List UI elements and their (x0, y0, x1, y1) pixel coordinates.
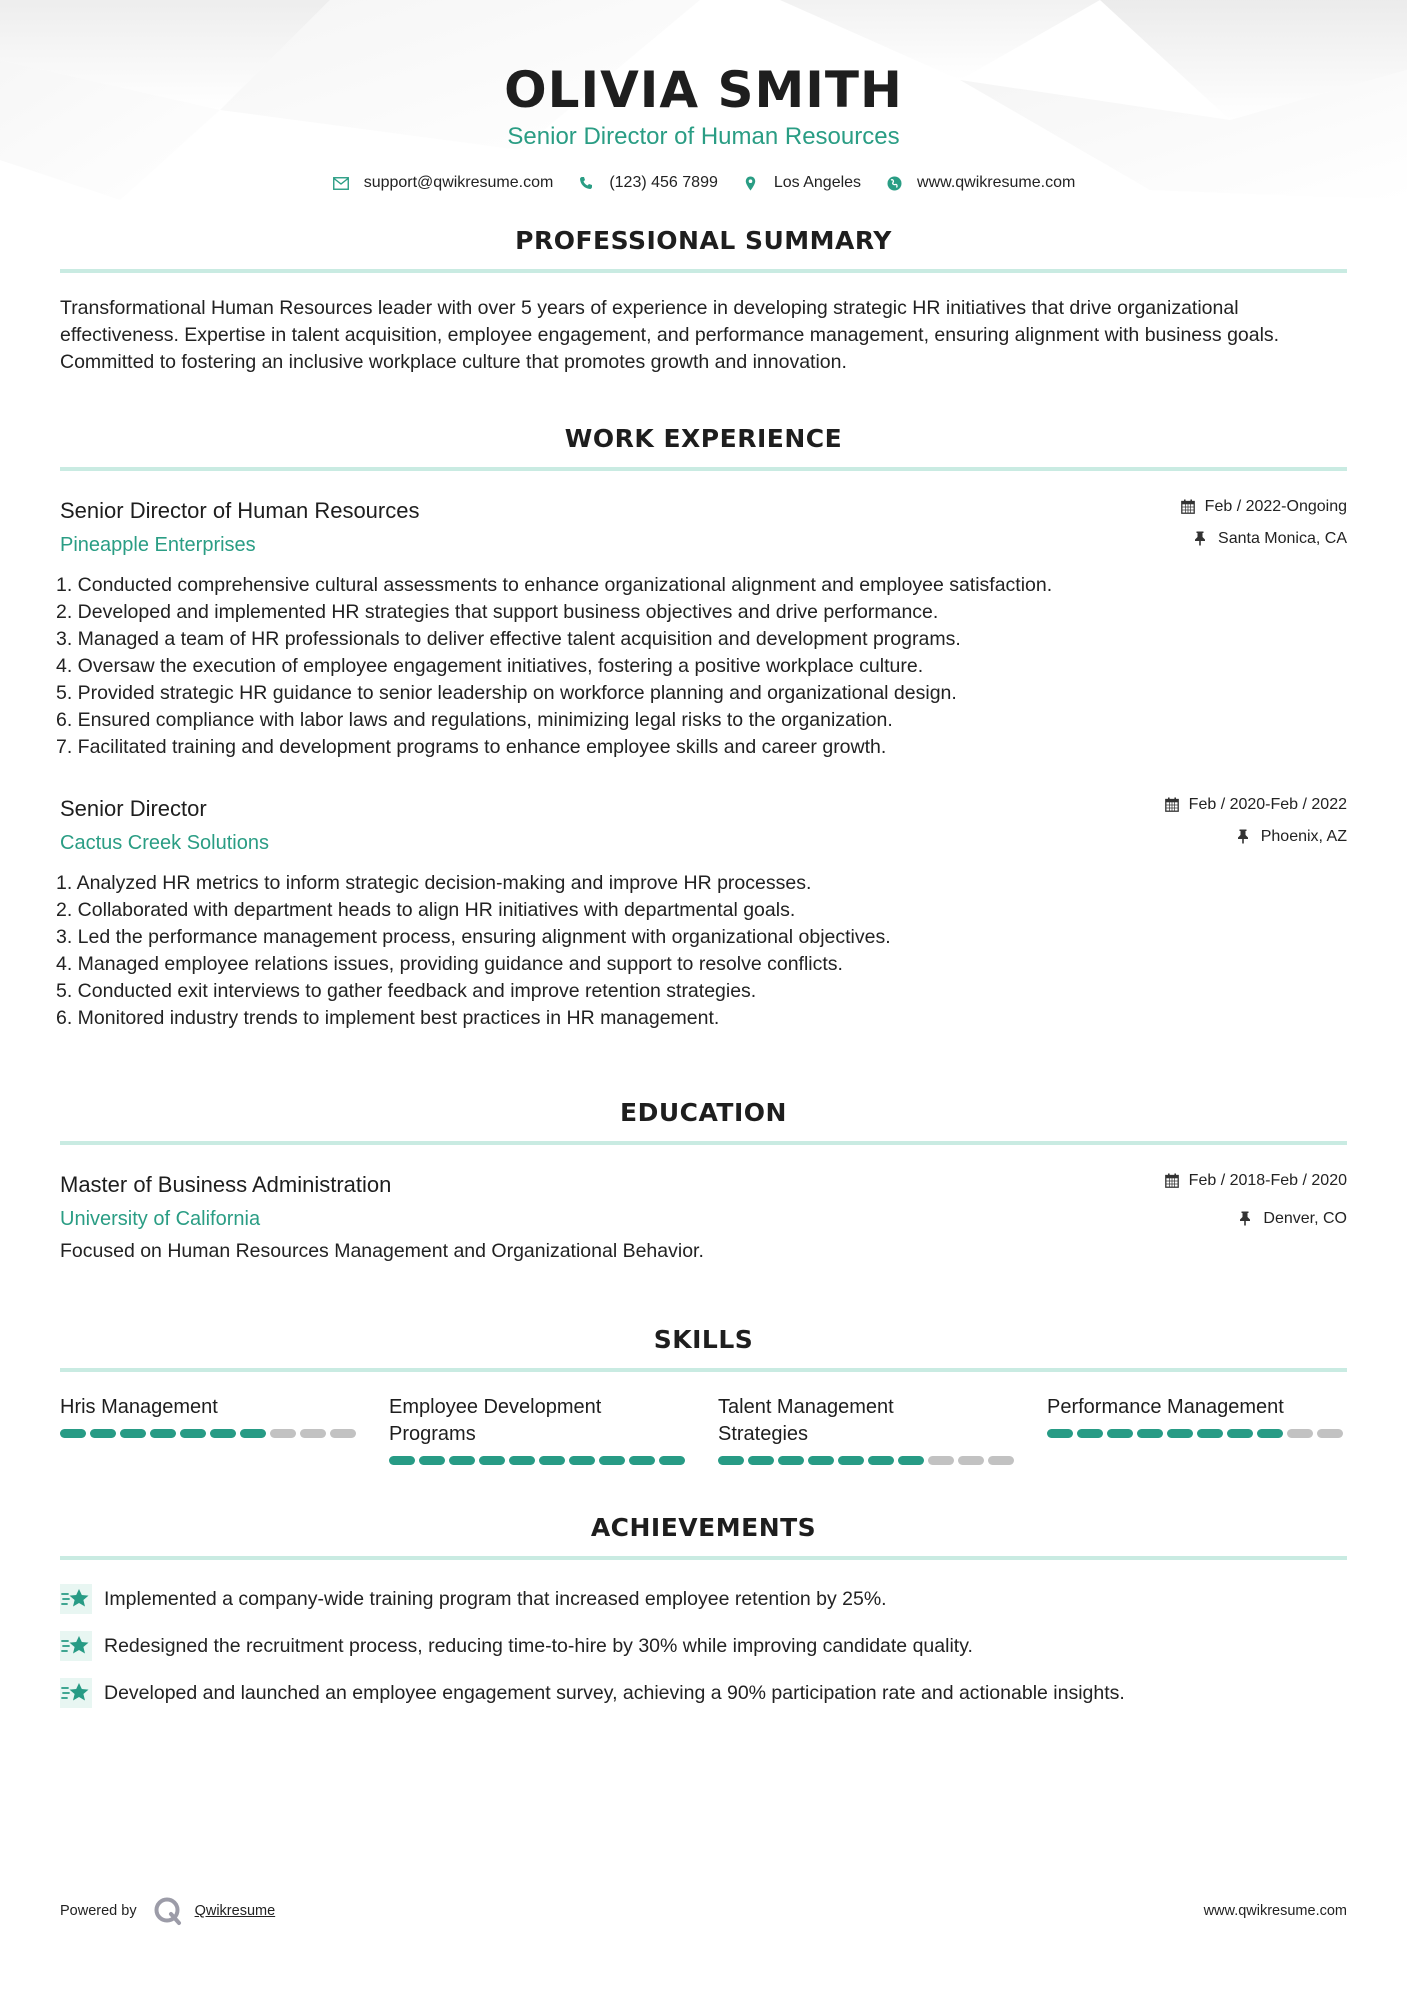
qwikresume-logo-icon (153, 1896, 183, 1926)
job-bullet: 5. Conducted exit interviews to gather feedback and improve retention strategies. (56, 980, 757, 1002)
skill-segment-filled (389, 1456, 415, 1465)
skill-label: Performance Management (1047, 1396, 1284, 1418)
education-entry (60, 1171, 1347, 1265)
job-location: Phoenix, AZ (1260, 828, 1347, 845)
skill-segment-filled (1257, 1429, 1283, 1438)
pushpin-icon (1194, 531, 1210, 547)
education-school: University of California (60, 1208, 261, 1230)
shooting-star-icon (60, 1631, 92, 1661)
job-bullet: 3. Led the performance management process, ensuring alignment with organizational objectives. (56, 926, 891, 948)
pushpin-icon (1237, 829, 1253, 845)
job-bullet: 1. Conducted comprehensive cultural assessments to enhance organizational alignment and employee satisfaction. (56, 574, 1053, 596)
skill-label: Employee Development Programs (389, 1396, 602, 1445)
skill-segment-filled (1167, 1429, 1193, 1438)
experience-section (56, 424, 1347, 1032)
skill-segment-filled (1047, 1429, 1073, 1438)
contact-bar (60, 174, 1347, 192)
skill-segment-filled (479, 1456, 505, 1465)
job-bullet: 6. Monitored industry trends to implement best practices in HR management. (56, 1007, 720, 1029)
contact-website-text: www.qwikresume.com (917, 174, 1076, 191)
education-dates: Feb / 2018-Feb / 2020 (1188, 1172, 1347, 1189)
skill-label: Talent Management Strategies (718, 1396, 894, 1445)
job-entry (56, 497, 1347, 761)
shooting-star-icon (60, 1678, 92, 1708)
skill-segment-filled (808, 1456, 834, 1465)
skill-segment-filled (599, 1456, 625, 1465)
education-description: Focused on Human Resources Management and Organizational Behavior. (60, 1240, 704, 1262)
skill-segment-filled (838, 1456, 864, 1465)
achievements-list (60, 1584, 1347, 1708)
skill-item (718, 1394, 1018, 1465)
job-bullet: 5. Provided strategic HR guidance to senior leadership on workforce planning and organizational design. (56, 682, 957, 704)
achievement-item (60, 1631, 1347, 1661)
skill-segment-filled (748, 1456, 774, 1465)
job-dates: Feb / 2020-Feb / 2022 (1188, 796, 1347, 813)
job-location: Santa Monica, CA (1218, 530, 1347, 547)
job-role: Senior Director of Human Resources (60, 498, 420, 523)
skill-level-bar (718, 1456, 1018, 1465)
globe-icon (885, 174, 903, 192)
candidate-title: Senior Director of Human Resources (507, 123, 900, 150)
job-bullet: 2. Developed and implemented HR strategies that support business objectives and drive performance. (56, 601, 939, 623)
skill-segment-filled (1227, 1429, 1253, 1438)
skill-segment-filled (898, 1456, 924, 1465)
skill-segment-empty (1317, 1429, 1343, 1438)
skill-segment-filled (419, 1456, 445, 1465)
skill-segment-filled (1137, 1429, 1163, 1438)
contact-location-text: Los Angeles (773, 174, 862, 191)
achievements-heading: ACHIEVEMENTS (590, 1513, 817, 1542)
skill-segment-filled (539, 1456, 565, 1465)
section-divider (60, 1556, 1347, 1560)
job-bullet: 6. Ensured compliance with labor laws and regulations, minimizing legal risks to the organization. (56, 709, 893, 731)
achievement-item (60, 1678, 1347, 1708)
calendar-icon (1165, 797, 1181, 813)
contact-phone[interactable] (577, 174, 718, 192)
skill-segment-empty (300, 1429, 326, 1438)
skill-segment-filled (1197, 1429, 1223, 1438)
contact-email-text: support@qwikresume.com (363, 174, 554, 191)
skill-segment-filled (509, 1456, 535, 1465)
skills-list (60, 1394, 1347, 1465)
job-dates: Feb / 2022-Ongoing (1204, 498, 1347, 515)
skills-heading: SKILLS (653, 1325, 754, 1354)
skill-item (389, 1394, 689, 1465)
skill-segment-filled (868, 1456, 894, 1465)
candidate-name: OLIVIA SMITH (504, 61, 903, 119)
education-section (60, 1098, 1347, 1265)
job-role: Senior Director (60, 796, 207, 821)
skill-item (60, 1394, 360, 1465)
footer-website[interactable]: www.qwikresume.com (1203, 1903, 1347, 1919)
skill-segment-filled (629, 1456, 655, 1465)
job-bullet: 4. Oversaw the execution of employee engagement initiatives, fostering a positive workplace culture. (56, 655, 924, 677)
job-bullet: 4. Managed employee relations issues, providing guidance and support to resolve conflicts. (56, 953, 843, 975)
skill-segment-empty (988, 1456, 1014, 1465)
map-marker-icon (742, 174, 760, 192)
achievement-text: Implemented a company-wide training program that increased employee retention by 25%. (104, 1587, 887, 1610)
job-entry (56, 795, 1347, 1032)
skill-segment-filled (659, 1456, 685, 1465)
powered-by-label: Powered by (60, 1903, 137, 1919)
skill-segment-filled (778, 1456, 804, 1465)
education-heading: EDUCATION (620, 1098, 787, 1127)
job-company: Cactus Creek Solutions (60, 832, 269, 854)
section-divider (60, 269, 1347, 273)
achievements-section (60, 1513, 1347, 1708)
shooting-star-icon (60, 1584, 92, 1614)
contact-email[interactable] (332, 174, 554, 192)
skill-segment-filled (1077, 1429, 1103, 1438)
skill-segment-empty (270, 1429, 296, 1438)
skills-section (60, 1325, 1347, 1465)
skill-segment-filled (1107, 1429, 1133, 1438)
skill-segment-filled (210, 1429, 236, 1438)
skill-segment-filled (150, 1429, 176, 1438)
skill-segment-filled (569, 1456, 595, 1465)
calendar-icon (1181, 499, 1197, 515)
section-divider (60, 1141, 1347, 1145)
resume-header (60, 0, 1347, 192)
qwikresume-link[interactable]: Qwikresume (194, 1903, 276, 1919)
skill-segment-filled (90, 1429, 116, 1438)
skill-segment-filled (718, 1456, 744, 1465)
phone-icon (577, 174, 595, 192)
summary-section (60, 226, 1347, 376)
job-company: Pineapple Enterprises (60, 534, 256, 556)
job-bullet: 1. Analyzed HR metrics to inform strategic decision-making and improve HR processes. (56, 872, 812, 894)
summary-heading: PROFESSIONAL SUMMARY (515, 226, 892, 255)
job-bullet: 2. Collaborated with department heads to align HR initiatives with departmental goals. (56, 899, 796, 921)
skill-segment-filled (180, 1429, 206, 1438)
job-bullet: 3. Managed a team of HR professionals to deliver effective talent acquisition and development programs. (56, 628, 961, 650)
skill-segment-empty (958, 1456, 984, 1465)
envelope-icon (332, 174, 350, 192)
skill-segment-filled (449, 1456, 475, 1465)
skill-segment-filled (120, 1429, 146, 1438)
job-bullets (56, 870, 1347, 1032)
section-divider (60, 1368, 1347, 1372)
skill-segment-empty (928, 1456, 954, 1465)
experience-heading: WORK EXPERIENCE (564, 424, 843, 453)
page-footer (60, 1896, 1347, 1926)
section-divider (60, 467, 1347, 471)
achievement-text: Developed and launched an employee engagement survey, achieving a 90% participation rate and actionable insights. (104, 1681, 1125, 1704)
job-bullet: 7. Facilitated training and development programs to enhance employee skills and career growth. (56, 736, 887, 758)
skill-item (1047, 1394, 1347, 1465)
contact-website[interactable] (885, 174, 1075, 192)
contact-location (742, 174, 861, 192)
skill-level-bar (389, 1456, 689, 1465)
skill-segment-filled (60, 1429, 86, 1438)
calendar-icon (1165, 1173, 1181, 1189)
education-degree: Master of Business Administration (60, 1172, 392, 1197)
job-bullets (56, 572, 1347, 761)
achievement-text: Redesigned the recruitment process, reducing time-to-hire by 30% while improving candidate quality. (104, 1634, 973, 1657)
achievement-item (60, 1584, 1347, 1614)
education-location: Denver, CO (1263, 1210, 1347, 1227)
skill-level-bar (1047, 1429, 1347, 1438)
skill-level-bar (60, 1429, 360, 1438)
pushpin-icon (1239, 1211, 1255, 1227)
summary-text: Transformational Human Resources leader with over 5 years of experience in developing strategic HR initiatives that drive organizational effectiveness. Expertise in talent acquisition, employee engagement, and performance management, ensuring alignment with business goals. Committed to fostering an inclusive workplace culture that promotes growth and innovation. (60, 297, 1280, 373)
skill-label: Hris Management (60, 1396, 218, 1418)
contact-phone-text: (123) 456 7899 (609, 174, 718, 191)
skill-segment-empty (330, 1429, 356, 1438)
skill-segment-filled (240, 1429, 266, 1438)
skill-segment-empty (1287, 1429, 1313, 1438)
